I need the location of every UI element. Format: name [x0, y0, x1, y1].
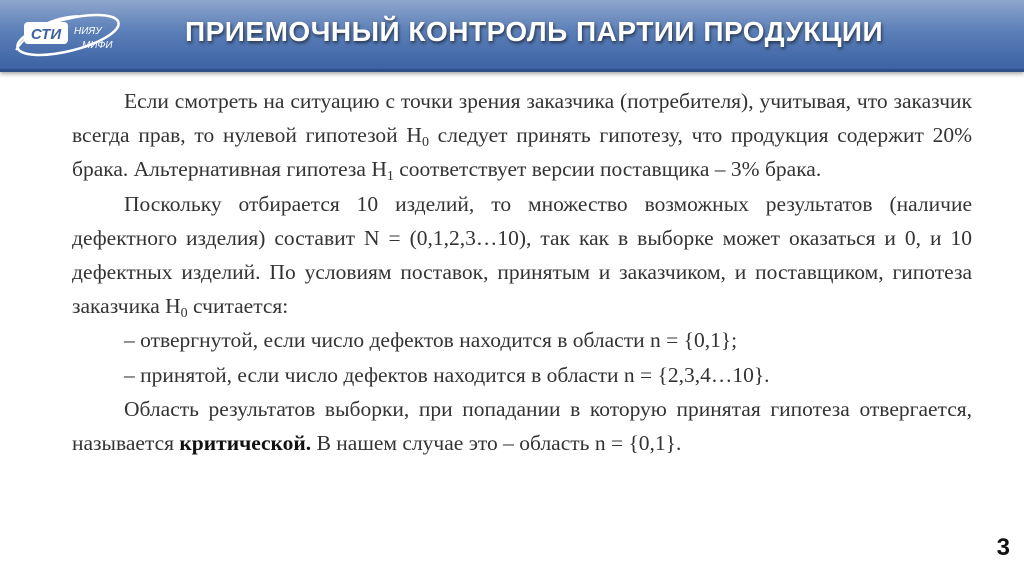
page-number: 3 [996, 534, 1010, 561]
logo-abbr: СТИ [30, 26, 62, 43]
paragraph-hypotheses: Если смотреть на ситуацию с точки зрения заказчика (потребителя), учитывая, что заказчик всегда прав, то нулевой гипотезой $H_0$ следует принять гипотезу, что продукция содержит 20% брака. Альтернативная гипотеза $H_1$ соответствует версии поставщика – 3% брака. [72, 89, 972, 185]
slide-title: ПРИЕМОЧНЫЙ КОНТРОЛЬ ПАРТИИ ПРОДУКЦИИ [185, 16, 884, 47]
paragraph-critical-region: Область результатов выборки, при попадании в которую принятая гипотеза отвергается, называется критической. В нашем случае это – область n = {0,1}. [72, 396, 972, 456]
slide-header [0, 0, 1024, 72]
logo-line1: НИЯУ [74, 26, 102, 37]
logo-line2: МИФИ [82, 40, 113, 51]
list-item-accepted: – принятой, если число дефектов находится в области n = {2,3,4…10}. [124, 362, 770, 387]
critical-term: критической. [179, 431, 312, 456]
sti-mephi-logo [8, 10, 128, 60]
list-item-rejected: – отвергнутой, если число дефектов находится в области n = {0,1}; [124, 328, 738, 353]
paragraph-sample-results: Поскольку отбирается 10 изделий, то множество возможных результатов (наличие дефектного изделия) составит N = (0,1,2,3…10), так как в выборке может оказаться и 0, и 10 дефектных изделий. По условиям поставок, принятым и заказчиком, и поставщиком, гипотеза заказчика $H_0$ считается: [72, 191, 972, 322]
slide-body [72, 84, 972, 460]
